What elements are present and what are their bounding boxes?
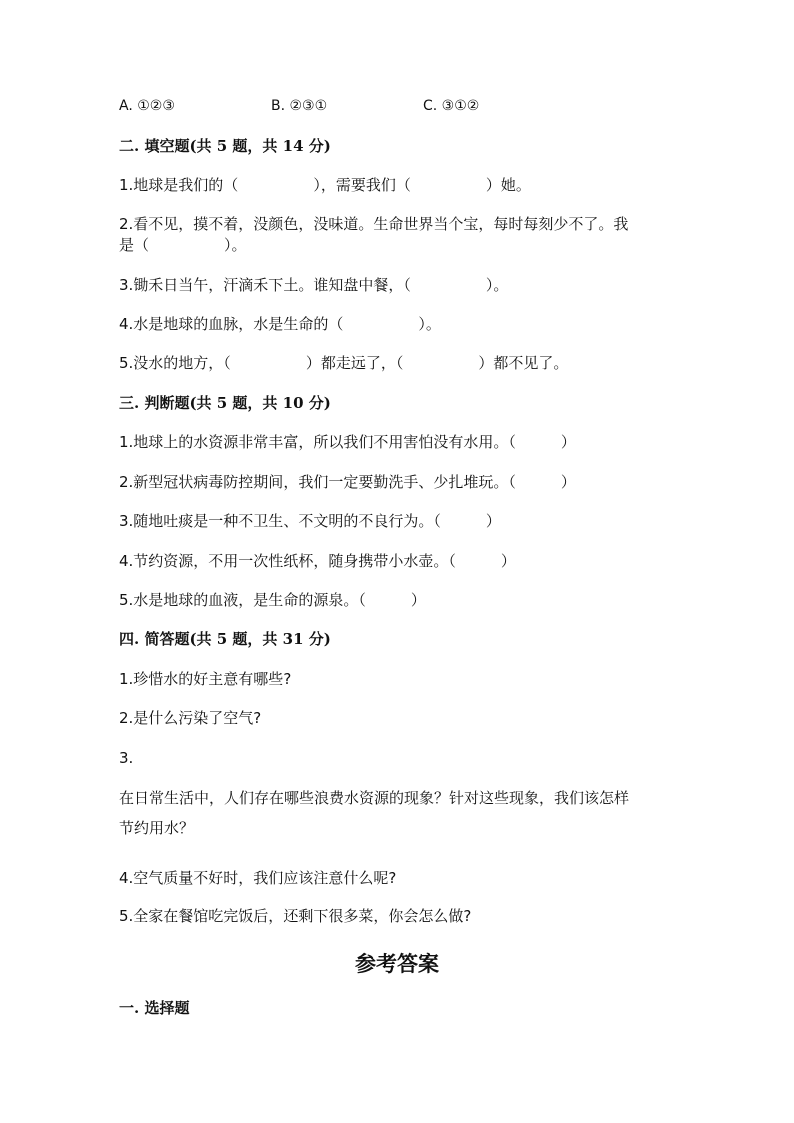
judge-question-5: 5.水是地球的血液，是生命的源泉。（ ） [119, 591, 426, 609]
fill-in-question-5: 5.没水的地方，（ ）都走远了，（ ）都不见了。 [119, 354, 569, 372]
judge-question-3: 3.随地吐痰是一种不卫生、不文明的不良行为。（ ） [119, 512, 501, 530]
fill-in-heading: 二. 填空题(共 5 题，共 14 分) [119, 137, 331, 155]
fill-in-question-2-line-2: 是（ ）。 [119, 236, 247, 254]
judge-question-1: 1.地球上的水资源非常丰富，所以我们不用害怕没有水用。（ ） [119, 433, 576, 451]
option-b: B. ②③① [271, 98, 328, 114]
fill-in-question-4: 4.水是地球的血脉，水是生命的（ ）。 [119, 315, 441, 333]
short-answer-question-5: 5.全家在餐馆吃完饭后，还剩下很多菜，你会怎么做? [119, 907, 472, 925]
fill-in-question-1: 1.地球是我们的（ ），需要我们（ ）她。 [119, 176, 531, 194]
short-answer-question-2: 2.是什么污染了空气? [119, 709, 262, 727]
short-answer-question-4: 4.空气质量不好时，我们应该注意什么呢? [119, 869, 397, 887]
fill-in-question-3: 3.锄禾日当午，汗滴禾下土。谁知盘中餐，（ ）。 [119, 276, 509, 294]
answer-section-1-heading: 一. 选择题 [119, 999, 190, 1017]
fill-in-question-2-line-1: 2.看不见，摸不着，没颜色，没味道。生命世界当个宝，每时每刻少不了。我 [119, 215, 629, 233]
judge-heading: 三. 判断题(共 5 题，共 10 分) [119, 394, 331, 412]
short-answer-question-3-line-2: 节约用水？ [119, 819, 195, 837]
answer-key-title: 参考答案 [355, 951, 439, 976]
short-answer-question-1: 1.珍惜水的好主意有哪些? [119, 670, 292, 688]
judge-question-4: 4.节约资源，不用一次性纸杯，随身携带小水壶。（ ） [119, 552, 516, 570]
option-a: A. ①②③ [119, 98, 175, 114]
judge-question-2: 2.新型冠状病毒防控期间，我们一定要勤洗手、少扎堆玩。（ ） [119, 473, 576, 491]
short-answer-question-3-number: 3. [119, 749, 134, 767]
short-answer-heading: 四. 简答题(共 5 题，共 31 分) [119, 630, 331, 648]
option-c: C. ③①② [423, 98, 480, 114]
short-answer-question-3-line-1: 在日常生活中，人们存在哪些浪费水资源的现象？针对这些现象，我们该怎样 [119, 789, 630, 807]
